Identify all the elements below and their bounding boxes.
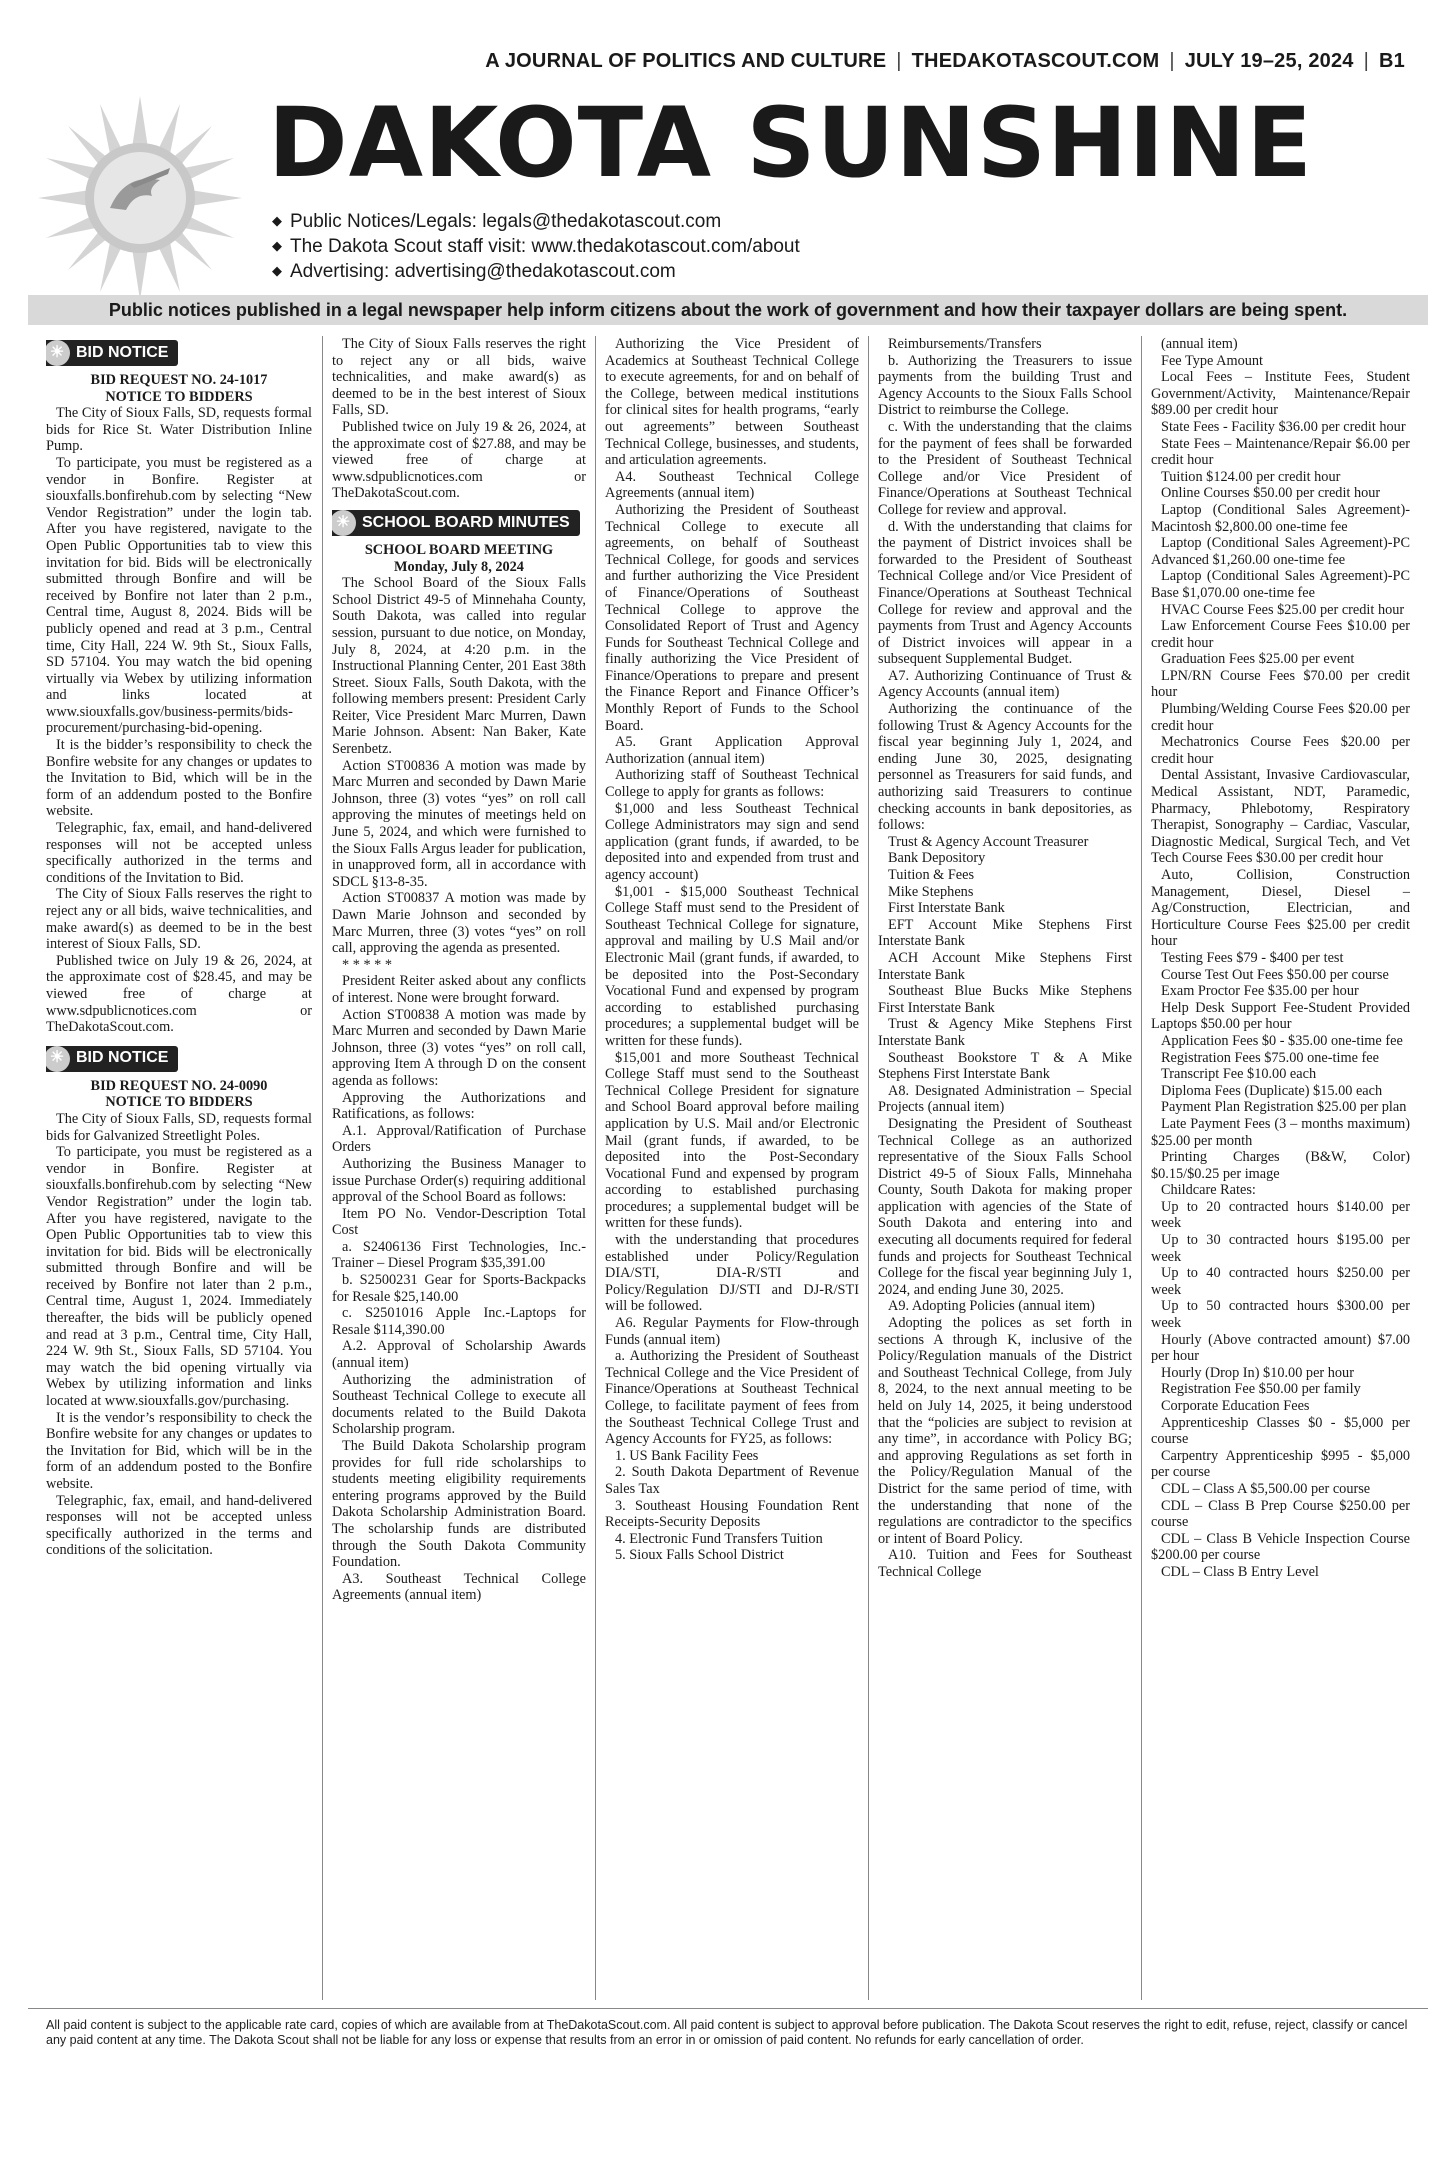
fee-line: Up to 30 contracted hours $195.00 per week bbox=[1151, 1232, 1410, 1265]
fee-line: Laptop (Conditional Sales Agreement)-PC Advanced $1,260.00 one-time fee bbox=[1151, 535, 1410, 568]
paragraph: Authorizing the administration of Southeast Technical College to execute all documents related to the Build Dakota Scholarship program. bbox=[332, 1371, 586, 1438]
column-1 bbox=[46, 336, 312, 2000]
paragraph: Mike Stephens bbox=[888, 883, 974, 900]
fee-line: Hourly (Above contracted amount) $7.00 per hour bbox=[1151, 1331, 1410, 1365]
fee-line: Registration Fee $50.00 per family bbox=[1161, 1381, 1361, 1398]
fee-line: State Fees – Maintenance/Repair $6.00 per credit hour bbox=[1151, 435, 1410, 469]
bid-request-subtitle: NOTICE TO BIDDERS bbox=[105, 1094, 253, 1111]
notice-columns bbox=[46, 336, 1410, 2000]
fee-line: Apprenticeship Classes $0 - $5,000 per course bbox=[1151, 1414, 1410, 1448]
paragraph: A9. Adopting Policies (annual item) bbox=[888, 1298, 1095, 1315]
fee-line: Graduation Fees $25.00 per event bbox=[1161, 651, 1355, 668]
paragraph: A10. Tuition and Fees for Southeast Technical College bbox=[878, 1547, 1132, 1580]
paragraph: $1,001 - $15,000 Southeast Technical College Staff must send to the President of Southeast Technical College for signature, approval and mailing by U.S Mail and/or Electronic Mail (grant funds, if awarded, to be deposited into the Post-Secondary Vocational Fund and expensed by program according to established purchasing procedures; a supplemental budget will be written for these funds). bbox=[605, 883, 859, 1049]
column-2 bbox=[332, 336, 586, 2000]
fee-line: HVAC Course Fees $25.00 per credit hour bbox=[1161, 601, 1405, 618]
diamond-bullet-icon: ◆ bbox=[272, 238, 282, 253]
fee-line: State Fees - Facility $36.00 per credit hour bbox=[1161, 418, 1406, 435]
tagline: A JOURNAL OF POLITICS AND CULTURE bbox=[485, 49, 887, 72]
fee-line: LPN/RN Course Fees $70.00 per credit hour bbox=[1151, 667, 1410, 701]
meeting-date: Monday, July 8, 2024 bbox=[394, 558, 524, 575]
paragraph: Authorizing the President of Southeast Technical College to execute all agreements, on behalf of Southeast Technical College, for goods and services and further authorizing the Vice President of Finance/Operations of Southeast Technical College to approve the Consolidated Report of Trust and Agency Funds for Southeast Technical College and finally authorizing the Vice President of Finance/Operations to prepare and present the Finance Report and Finance Officer’s Monthly Report of Funds to the School Board. bbox=[605, 501, 859, 734]
paragraph: Action ST00837 A motion was made by Dawn Marie Johnson and seconded by Marc Murren, three (3) votes “yes” on roll call, approving the agenda as presented. bbox=[332, 890, 586, 957]
paragraph: with the understanding that procedures established under Policy/Regulation DIA/STI, DIA-R/STI and Policy/Regulation DJ/STI and DJ-R/STI will be followed. bbox=[605, 1232, 859, 1315]
paragraph: Published twice on July 19 & 26, 2024, at the approximate cost of $28.45, and may be viewed free of charge at www.sdpublicnotices.com or TheDakotaScout.com. bbox=[46, 952, 312, 1036]
fee-line: Up to 50 contracted hours $300.00 per week bbox=[1151, 1298, 1410, 1332]
issue-date: JULY 19–25, 2024 bbox=[1184, 49, 1354, 72]
paragraph: Trust & Agency Mike Stephens First Interstate Bank bbox=[878, 1016, 1132, 1049]
paragraph: $15,001 and more Southeast Technical College Staff must send to the Southeast Technical College President for signature and School Board approval before mailing application by U.S. Mail and/or Electronic Mail (grant funds, if awarded, to be deposited into the Post-Secondary Vocational Fund and expensed by program according to established purchasing procedures; a supplemental budget will be written for these funds). bbox=[605, 1049, 859, 1232]
paragraph: Telegraphic, fax, email, and hand-delivered responses will not be accepted unless specifically authorized in the terms and conditions of the Invitation to Bid. bbox=[46, 820, 312, 886]
public-notice-banner: Public notices published in a legal newspaper help inform citizens about the work of government and how their taxpayer dollars are being spent. bbox=[28, 295, 1428, 325]
fee-line: Mechatronics Course Fees $20.00 per credit hour bbox=[1151, 734, 1410, 767]
fee-line: Tuition $124.00 per credit hour bbox=[1161, 468, 1341, 485]
contact-advertising[interactable]: ◆ Advertising: advertising@thedakotascout.com bbox=[272, 261, 676, 282]
paragraph: Item PO No. Vendor-Description Total Cost bbox=[332, 1205, 586, 1239]
paragraph: Action ST00838 A motion was made by Marc Murren and seconded by Dawn Marie Johnson, three (3) votes “yes” on roll call, approving Item A through D on the consent agenda as follows: bbox=[332, 1006, 586, 1089]
paragraph: 2. South Dakota Department of Revenue Sales Tax bbox=[605, 1464, 859, 1497]
paragraph: Action ST00836 A motion was made by Marc Murren and seconded by Dawn Marie Johnson, three (3) votes “yes” on roll call approving the minutes of meetings held on June 5, 2024, and which were furnished to the Sioux Falls Argus leader for publication, in unapproved form, all in accordance with SDCL §13-8-35. bbox=[332, 757, 586, 890]
fee-line: Transcript Fee $10.00 each bbox=[1161, 1066, 1317, 1083]
fee-line: Payment Plan Registration $25.00 per plan bbox=[1161, 1099, 1407, 1116]
paragraph: EFT Account Mike Stephens First Interstate Bank bbox=[878, 916, 1132, 950]
fee-line: Childcare Rates: bbox=[1161, 1182, 1256, 1199]
column-3 bbox=[605, 336, 859, 2000]
fee-line: Plumbing/Welding Course Fees $20.00 per credit hour bbox=[1151, 701, 1410, 734]
paragraph: Telegraphic, fax, email, and hand-delivered responses will not be accepted unless specifically authorized in the terms and conditions of the solicitation. bbox=[46, 1492, 312, 1559]
bid-request-title: BID REQUEST NO. 24-0090 bbox=[90, 1077, 268, 1094]
fee-line: CDL – Class B Vehicle Inspection Course $200.00 per course bbox=[1151, 1530, 1410, 1564]
fee-line: Local Fees – Institute Fees, Student Government/Activity, Maintenance/Repair $89.00 per credit hour bbox=[1151, 369, 1410, 419]
paragraph: A.2. Approval of Scholarship Awards (annual item) bbox=[332, 1338, 586, 1372]
paragraph: Approving the Authorizations and Ratifications, as follows: bbox=[332, 1089, 586, 1123]
paragraph: The City of Sioux Falls reserves the right to reject any or all bids, waive technicalities, and make award(s) as deemed to be in the best interest of Sioux Falls, SD. bbox=[332, 336, 586, 419]
page-number: B1 bbox=[1379, 49, 1405, 72]
fee-line: Dental Assistant, Invasive Cardiovascular, Medical Assistant, NDT, Paramedic, Pharmacy, Phlebotomy, Respiratory Therapist, Sonography – Cardiac, Vascular, Diagnostic Medical, Surgical Tech, and Vet Tech Course Fees $30.00 per credit hour bbox=[1151, 767, 1410, 867]
section-header-school-board: ☀ SCHOOL BOARD MINUTES bbox=[332, 510, 580, 536]
paragraph: a. S2406136 First Technologies, Inc.-Trainer – Diesel Program $35,391.00 bbox=[332, 1238, 586, 1272]
footer-divider bbox=[28, 2008, 1428, 2009]
fee-line: Online Courses $50.00 per credit hour bbox=[1161, 485, 1381, 502]
fee-line: Laptop (Conditional Sales Agreement)-PC Base $1,070.00 one-time fee bbox=[1151, 568, 1410, 601]
fee-line: CDL – Class A $5,500.00 per course bbox=[1161, 1480, 1371, 1497]
sun-badge-icon: ☀ bbox=[332, 510, 356, 536]
paragraph: 1. US Bank Facility Fees bbox=[615, 1447, 759, 1464]
section-header-bid-notice: ☀ BID NOTICE bbox=[46, 1046, 178, 1072]
sun-badge-icon: ☀ bbox=[46, 1046, 70, 1072]
paragraph: Reimbursements/Transfers bbox=[888, 336, 1042, 352]
paragraph: The Build Dakota Scholarship program provides for full ride scholarships to students meeting eligibility requirements entering programs approved by the Build Dakota Scholarship Administration Board. The scholarship funds are distributed through the South Dakota Community Foundation. bbox=[332, 1438, 586, 1571]
paragraph: 4. Electronic Fund Transfers Tuition bbox=[615, 1530, 823, 1547]
fee-line: Diploma Fees (Duplicate) $15.00 each bbox=[1161, 1082, 1383, 1099]
paragraph: Authorizing the Business Manager to issue Purchase Order(s) requiring additional approval of the School Board as follows: bbox=[332, 1155, 586, 1206]
contact-legals[interactable]: ◆ Public Notices/Legals: legals@thedakotascout.com bbox=[272, 211, 722, 232]
paragraph: c. S2501016 Apple Inc.-Laptops for Resale $114,390.00 bbox=[332, 1305, 586, 1338]
paragraph: ACH Account Mike Stephens First Interstate Bank bbox=[878, 949, 1132, 983]
fee-line: Registration Fees $75.00 one-time fee bbox=[1161, 1049, 1379, 1066]
fee-line: Fee Type Amount bbox=[1161, 352, 1263, 369]
fee-line: Exam Proctor Fee $35.00 per hour bbox=[1161, 983, 1359, 1000]
fee-line: Up to 40 contracted hours $250.00 per week bbox=[1151, 1265, 1410, 1298]
fee-line: Late Payment Fees (3 – months maximum) $25.00 per month bbox=[1151, 1115, 1410, 1149]
contact-list bbox=[272, 210, 800, 285]
paragraph: Authorizing the continuance of the following Trust & Agency Accounts for the fiscal year beginning July 1, 2024, and ending June 30, 2025, designating personnel as Treasurers for said funds, and authorizing said Treasurers to continue checking accounts in bank depositories, as follows: bbox=[878, 701, 1132, 834]
fee-line: Hourly (Drop In) $10.00 per hour bbox=[1161, 1364, 1354, 1381]
fee-line: Carpentry Apprenticeship $995 - $5,000 per course bbox=[1151, 1447, 1410, 1481]
paragraph: The City of Sioux Falls, SD, requests formal bids for Galvanized Streetlight Poles. bbox=[46, 1110, 312, 1144]
paragraph: Southeast Bookstore T & A Mike Stephens First Interstate Bank bbox=[878, 1049, 1132, 1083]
paragraph: a. Authorizing the President of Southeast Technical College and the Vice President of Finance/Operations at Southeast Technical College, to facilitate payment of fees from the Southeast Technical College Trust and Agency Accounts for FY25, as follows: bbox=[605, 1348, 859, 1448]
paragraph: Tuition & Fees bbox=[888, 867, 975, 883]
top-line: A JOURNAL OF POLITICS AND CULTURE | THEDAKOTASCOUT.COM | JULY 19–25, 2024 | B1 bbox=[485, 49, 1405, 72]
diamond-bullet-icon: ◆ bbox=[272, 263, 282, 278]
fee-line: Corporate Education Fees bbox=[1161, 1398, 1310, 1414]
fee-line: Printing Charges (B&W, Color) $0.15/$0.25 per image bbox=[1151, 1149, 1410, 1182]
paragraph: A6. Regular Payments for Flow-through Funds (annual item) bbox=[605, 1315, 859, 1348]
paragraph: A5. Grant Application Approval Authorization (annual item) bbox=[605, 734, 859, 767]
paragraph: The City of Sioux Falls, SD, requests formal bids for Rice St. Water Distribution Inline Pump. bbox=[46, 405, 312, 455]
paragraph: To participate, you must be registered as a vendor in Bonfire. Register at siouxfalls.bonfirehub.com by selecting “New Vendor Registration” under the login tab. After you have registered, navigate to the Open Public Opportunities tab to view this invitation for bid. Bids will be electronically submitted through Bonfire and will be received by Bonfire not later than 2 p.m., Central time, August 1, 2024. Immediately thereafter, the bids will be publicly opened and read at 3 p.m., Central time, City Hall, 224 W. 9th St., Sioux Falls, SD 57104. You may watch the bid opening virtually via Webex by utilizing information and links located at www.siouxfalls.gov/purchasing. bbox=[46, 1144, 312, 1410]
column-5 bbox=[1151, 336, 1410, 2000]
paragraph: 3. Southeast Housing Foundation Rent Receipts-Security Deposits bbox=[605, 1497, 859, 1531]
bid-request-title: BID REQUEST NO. 24-1017 bbox=[90, 372, 268, 388]
footer-disclaimer: All paid content is subject to the applicable rate card, copies of which are available from at TheDakotaScout.com. All paid content is subject to approval before publication. The Dakota Scout reserves the right to edit, refuse, reject, classify or cancel any paid content at any time. The Dakota Scout shall not be liable for any loss or expense that results from an error in or omission of paid content. No refunds for early cancellation of order. bbox=[46, 2018, 1408, 2047]
fee-line: Auto, Collision, Construction Management, Diesel, Diesel – Ag/Construction, Electrician, and Horticulture Course Fees $25.00 per credit hour bbox=[1151, 867, 1410, 950]
paragraph: A3. Southeast Technical College Agreements (annual item) bbox=[332, 1570, 586, 1604]
paragraph: A7. Authorizing Continuance of Trust & Agency Accounts (annual item) bbox=[878, 667, 1132, 701]
fee-line: Help Desk Support Fee-Student Provided Laptops $50.00 per hour bbox=[1151, 999, 1410, 1033]
paragraph: Bank Depository bbox=[888, 850, 986, 867]
paragraph: A4. Southeast Technical College Agreements (annual item) bbox=[605, 468, 859, 502]
paragraph: First Interstate Bank bbox=[888, 900, 1005, 917]
paragraph: President Reiter asked about any conflicts of interest. None were brought forward. bbox=[332, 973, 586, 1006]
paragraph: Designating the President of Southeast Technical College as an authorized representative of the Sioux Falls School District 49-5 of Sioux Falls, Minnehaha County, South Dakota for making proper application with agencies of the State of South Dakota and entering into and executing all documents required for federal funds and projects for Southeast Technical College for the fiscal year beginning July 1, 2024, and ending June 30, 2025. bbox=[878, 1115, 1132, 1298]
paragraph: A8. Designated Administration – Special Projects (annual item) bbox=[878, 1082, 1132, 1116]
paragraph: Published twice on July 19 & 26, 2024, at the approximate cost of $27.88, and may be viewed free of charge at www.sdpublicnotices.com or TheDakotaScout.com. bbox=[332, 418, 586, 502]
fee-line: Law Enforcement Course Fees $10.00 per credit hour bbox=[1151, 618, 1410, 651]
sun-badge-icon: ☀ bbox=[46, 340, 70, 366]
site-url[interactable]: THEDAKOTASCOUT.COM bbox=[911, 49, 1160, 72]
diamond-bullet-icon: ◆ bbox=[272, 213, 282, 228]
paragraph: b. S2500231 Gear for Sports-Backpacks for Resale $25,140.00 bbox=[332, 1272, 586, 1305]
paragraph: Authorizing staff of Southeast Technical College to apply for grants as follows: bbox=[605, 767, 859, 801]
fee-line: CDL – Class B Prep Course $250.00 per course bbox=[1151, 1497, 1410, 1531]
paragraph: A.1. Approval/Ratification of Purchase Orders bbox=[332, 1122, 586, 1156]
paragraph: Southeast Blue Bucks Mike Stephens First Interstate Bank bbox=[878, 983, 1132, 1016]
fee-line: Application Fees $0 - $35.00 one-time fee bbox=[1161, 1032, 1403, 1049]
paragraph: It is the bidder’s responsibility to check the Bonfire website for any changes or updates to the Invitation to Bid, which will be in the form of an addendum posted to the Bonfire website. bbox=[46, 737, 312, 820]
paragraph: Trust & Agency Account Treasurer bbox=[888, 833, 1089, 850]
paragraph: 5. Sioux Falls School District bbox=[615, 1547, 784, 1564]
paragraph: b. Authorizing the Treasurers to issue payments from the building Trust and Agency Accounts to the Sioux Falls School District to reimburse the College. bbox=[878, 352, 1132, 419]
fee-line: CDL – Class B Entry Level bbox=[1161, 1563, 1319, 1580]
fee-line: Laptop (Conditional Sales Agreement)-Macintosh $2,800.00 one-time fee bbox=[1151, 501, 1410, 535]
sun-logo-icon bbox=[30, 88, 250, 308]
fee-line: Up to 20 contracted hours $140.00 per week bbox=[1151, 1198, 1410, 1232]
contact-staff[interactable]: ◆ The Dakota Scout staff visit: www.thedakotascout.com/about bbox=[272, 236, 800, 257]
bid-request-subtitle: NOTICE TO BIDDERS bbox=[105, 388, 253, 405]
paragraph: The School Board of the Sioux Falls School District 49-5 of Minnehaha County, South Dakota, was called into regular session, pursuant to due notice, on Monday, July 8, 2024, at 4:20 p.m. in the Instructional Planning Center, 201 East 38th Street. Sioux Falls, South Dakota, with the following members present: President Carly Reiter, Vice President Marc Murren, Dawn Marie Johnson. Absent: Nan Baker, Kate Serenbetz. bbox=[332, 575, 586, 758]
paragraph: The City of Sioux Falls reserves the right to reject any or all bids, waive technicalities, and make award(s) as deemed to be in the best interest of Sioux Falls, SD. bbox=[46, 886, 312, 953]
paragraph: c. With the understanding that the claims for the payment of fees shall be forwarded to the President of Southeast Technical College and/or Vice President of Finance/Operations at Southeast Technical College for review and approval. bbox=[878, 418, 1132, 518]
separator-stars: * * * * * bbox=[342, 956, 393, 973]
paragraph: To participate, you must be registered as a vendor in Bonfire. Register at siouxfalls.bonfirehub.com by selecting “New Vendor Registration” under the login tab. After you have registered, navigate to the Open Public Opportunities tab to view this invitation for bid. Bids will be electronically submitted through Bonfire and will be received by Bonfire not later than 2 p.m., Central time, August 8, 2024. Bids will be publicly opened and read at 3 p.m., Central time, City Hall, 224 W. 9th St., Sioux Falls, SD 57104. You may watch the bid opening virtually via Webex by utilizing information and links located at www.siouxfalls.gov/business-permits/bids-procurement/purchasing-bid-opening. bbox=[46, 454, 312, 737]
paragraph: $1,000 and less Southeast Technical College Administrators may sign and send application (grant funds, if awarded, to be deposited into and expended from trust and agency account) bbox=[605, 800, 859, 883]
paragraph: Adopting the polices as set forth in sections A through K, inclusive of the Policy/Regulation manuals of the District and Southeast Technical College, from July 8, 2024, to the next annual meeting to be held on July 14, 2025, it being understood that the “policies are subject to revision at any time”, in accordance with Policy BG; and approving Regulations as set forth in the Policy/Regulation Manual of the District for the same period of time, with the understanding that none of the regulations are contradictor to the specifics or intent of Board Policy. bbox=[878, 1315, 1132, 1547]
paragraph: It is the vendor’s responsibility to check the Bonfire website for any changes or updates to the Invitation for Bid, which will be in the form of an addendum posted to the Bonfire website. bbox=[46, 1409, 312, 1492]
paragraph: d. With the understanding that claims for the payment of District invoices shall be forwarded to the President of Southeast Technical College and/or Vice President of Finance/Operations at Southeast Technical College for review and approval and the payments from Trust and Agency Accounts of District invoices will appear in a subsequent Supplemental Budget. bbox=[878, 518, 1132, 668]
paragraph: Authorizing the Vice President of Academics at Southeast Technical College to execute agreements, for and on behalf of the College, between medical institutions for clinical sites for health programs, “early out agreements” between Southeast Technical College, businesses, and students, and articulation agreements. bbox=[605, 336, 859, 469]
meeting-title: SCHOOL BOARD MEETING bbox=[364, 541, 554, 558]
fee-line: (annual item) bbox=[1161, 336, 1238, 352]
masthead-title: DAKOTA SUNSHINE bbox=[268, 87, 1313, 199]
fee-line: Testing Fees $79 - $400 per test bbox=[1161, 949, 1344, 966]
section-header-bid-notice: ☀ BID NOTICE bbox=[46, 340, 178, 366]
fee-line: Course Test Out Fees $50.00 per course bbox=[1161, 966, 1389, 983]
column-4 bbox=[878, 336, 1132, 2000]
